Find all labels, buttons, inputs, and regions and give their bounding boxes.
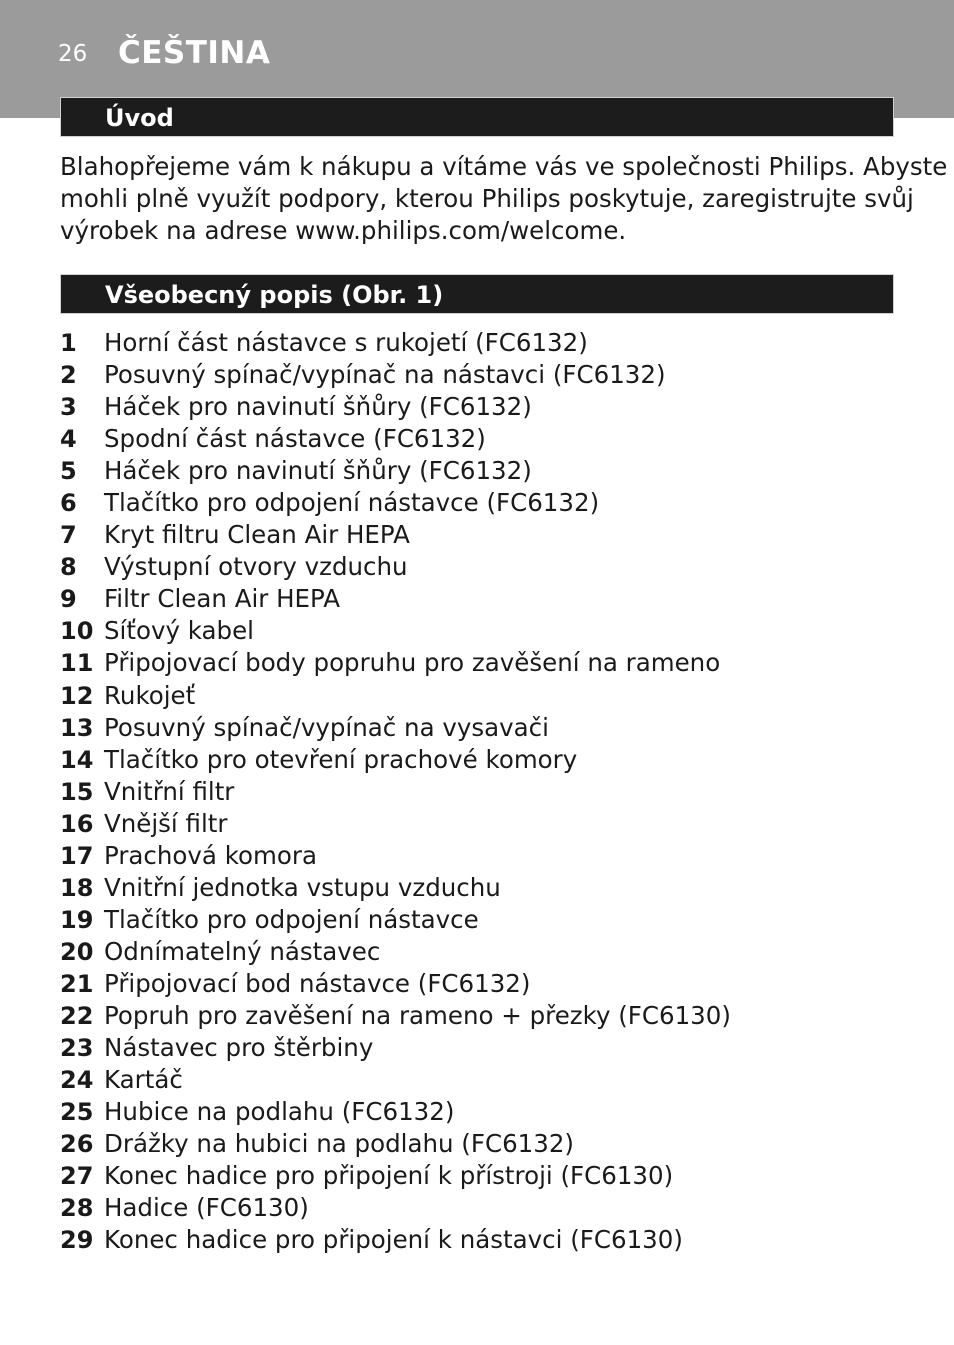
list-item-number: 2 [60, 361, 77, 390]
list-item-label: Horní část nástavce s rukojetí (FC6132) [104, 328, 588, 357]
list-item [60, 551, 731, 583]
list-item-number: 16 [60, 809, 94, 838]
list-item-number: 15 [60, 777, 94, 806]
intro-line: Blahopřejeme vám k nákupu a vítáme vás ve společnosti Philips. Abyste [60, 152, 948, 181]
list-item-number: 13 [60, 713, 94, 742]
list-item-label: Popruh pro zavěšení na rameno + přezky (FC6130) [104, 1000, 731, 1030]
list-item-label: Tlačítko pro otevření prachové komory [104, 744, 578, 774]
list-item [60, 936, 731, 968]
list-item-number: 21 [60, 969, 94, 998]
list-item [60, 1096, 731, 1128]
list-item-number: 6 [60, 489, 77, 518]
list-item-number: 25 [60, 1098, 94, 1127]
list-item [60, 1128, 731, 1160]
list-item-label: Síťový kabel [104, 616, 254, 646]
list-item-label: Konec hadice pro připojení k přístroji (FC6130) [104, 1161, 674, 1191]
list-item-number: 27 [60, 1162, 94, 1191]
list-item-number: 20 [60, 937, 94, 966]
list-item-label: Spodní část nástavce (FC6132) [104, 424, 486, 454]
list-item-number: 10 [60, 617, 94, 646]
intro-line: výrobek na adrese www.philips.com/welcome. [60, 216, 627, 245]
list-item [60, 1224, 731, 1256]
list-item-number: 5 [60, 457, 77, 486]
list-item-label: Vnitřní jednotka vstupu vzduchu [104, 872, 501, 902]
list-item-label: Prachová komora [104, 840, 317, 870]
list-item-label: Tlačítko pro odpojení nástavce [104, 904, 479, 934]
list-item-number: 9 [60, 585, 77, 614]
list-item [60, 423, 731, 455]
list-item-number: 29 [60, 1226, 94, 1255]
section-title-description: Všeobecný popis (Obr. 1) [105, 281, 444, 309]
list-item-label: Kartáč [104, 1065, 183, 1095]
list-item-number: 18 [60, 873, 94, 902]
list-item-label: Hadice (FC6130) [104, 1193, 309, 1223]
list-item [60, 391, 731, 423]
list-item [60, 744, 731, 776]
section-header-intro [60, 97, 894, 137]
list-item-label: Nástavec pro štěrbiny [104, 1033, 374, 1063]
list-item [60, 1192, 731, 1224]
list-item-label: Háček pro navinutí šňůry (FC6132) [104, 456, 532, 486]
list-item [60, 1064, 731, 1096]
list-item-label: Konec hadice pro připojení k nástavci (FC6130) [104, 1225, 683, 1255]
list-item-number: 3 [60, 393, 77, 422]
list-item-label: Připojovací body popruhu pro zavěšení na rameno [104, 648, 721, 678]
list-item [60, 583, 731, 615]
list-item-number: 17 [60, 841, 94, 870]
list-item [60, 680, 731, 712]
list-item-number: 23 [60, 1034, 94, 1063]
list-item [60, 455, 731, 487]
list-item-label: Hubice na podlahu (FC6132) [104, 1097, 455, 1127]
list-item-label: Připojovací bod nástavce (FC6132) [104, 968, 531, 998]
list-item [60, 776, 731, 808]
list-item-number: 12 [60, 681, 94, 710]
list-item [60, 519, 731, 551]
list-item-label: Vnitřní filtr [104, 776, 235, 806]
list-item [60, 904, 731, 936]
list-item [60, 1000, 731, 1032]
list-item [60, 647, 731, 679]
list-item-label: Odnímatelný nástavec [104, 936, 381, 966]
list-item-number: 8 [60, 553, 77, 582]
list-item [60, 487, 731, 519]
list-item-label: Filtr Clean Air HEPA [104, 584, 341, 614]
list-item [60, 615, 731, 647]
list-item [60, 1160, 731, 1192]
list-item-number: 22 [60, 1001, 94, 1030]
section-title-intro: Úvod [105, 104, 174, 132]
intro-paragraph [60, 151, 948, 247]
list-item-number: 26 [60, 1130, 94, 1159]
list-item-number: 4 [60, 425, 77, 454]
list-item-number: 7 [60, 521, 77, 550]
list-item [60, 808, 731, 840]
list-item [60, 968, 731, 1000]
parts-list [60, 327, 731, 1256]
list-item-number: 19 [60, 905, 94, 934]
list-item-label: Drážky na hubici na podlahu (FC6132) [104, 1129, 574, 1159]
page-number: 26 [58, 41, 88, 67]
list-item [60, 840, 731, 872]
list-item [60, 872, 731, 904]
list-item-label: Posuvný spínač/vypínač na vysavači [104, 712, 549, 742]
list-item-number: 24 [60, 1066, 94, 1095]
language-title: ČEŠTINA [118, 35, 271, 71]
list-item-label: Výstupní otvory vzduchu [104, 552, 408, 582]
list-item-label: Vnější filtr [104, 808, 228, 838]
list-item-number: 1 [60, 329, 77, 357]
list-item [60, 1032, 731, 1064]
list-item [60, 712, 731, 744]
list-item-number: 14 [60, 745, 94, 774]
list-item [60, 327, 731, 359]
list-item [60, 359, 731, 391]
list-item-label: Tlačítko pro odpojení nástavce (FC6132) [104, 488, 600, 518]
list-item-number: 28 [60, 1194, 94, 1223]
list-item-label: Háček pro navinutí šňůry (FC6132) [104, 392, 532, 422]
list-item-number: 11 [60, 649, 94, 678]
list-item-label: Posuvný spínač/vypínač na nástavci (FC6132) [104, 360, 666, 390]
list-item-label: Kryt filtru Clean Air HEPA [104, 520, 410, 550]
intro-line: mohli plně využít podpory, kterou Philips poskytuje, zaregistrujte svůj [60, 184, 914, 213]
section-header-description [60, 274, 894, 314]
list-item-label: Rukojeť [104, 680, 196, 710]
